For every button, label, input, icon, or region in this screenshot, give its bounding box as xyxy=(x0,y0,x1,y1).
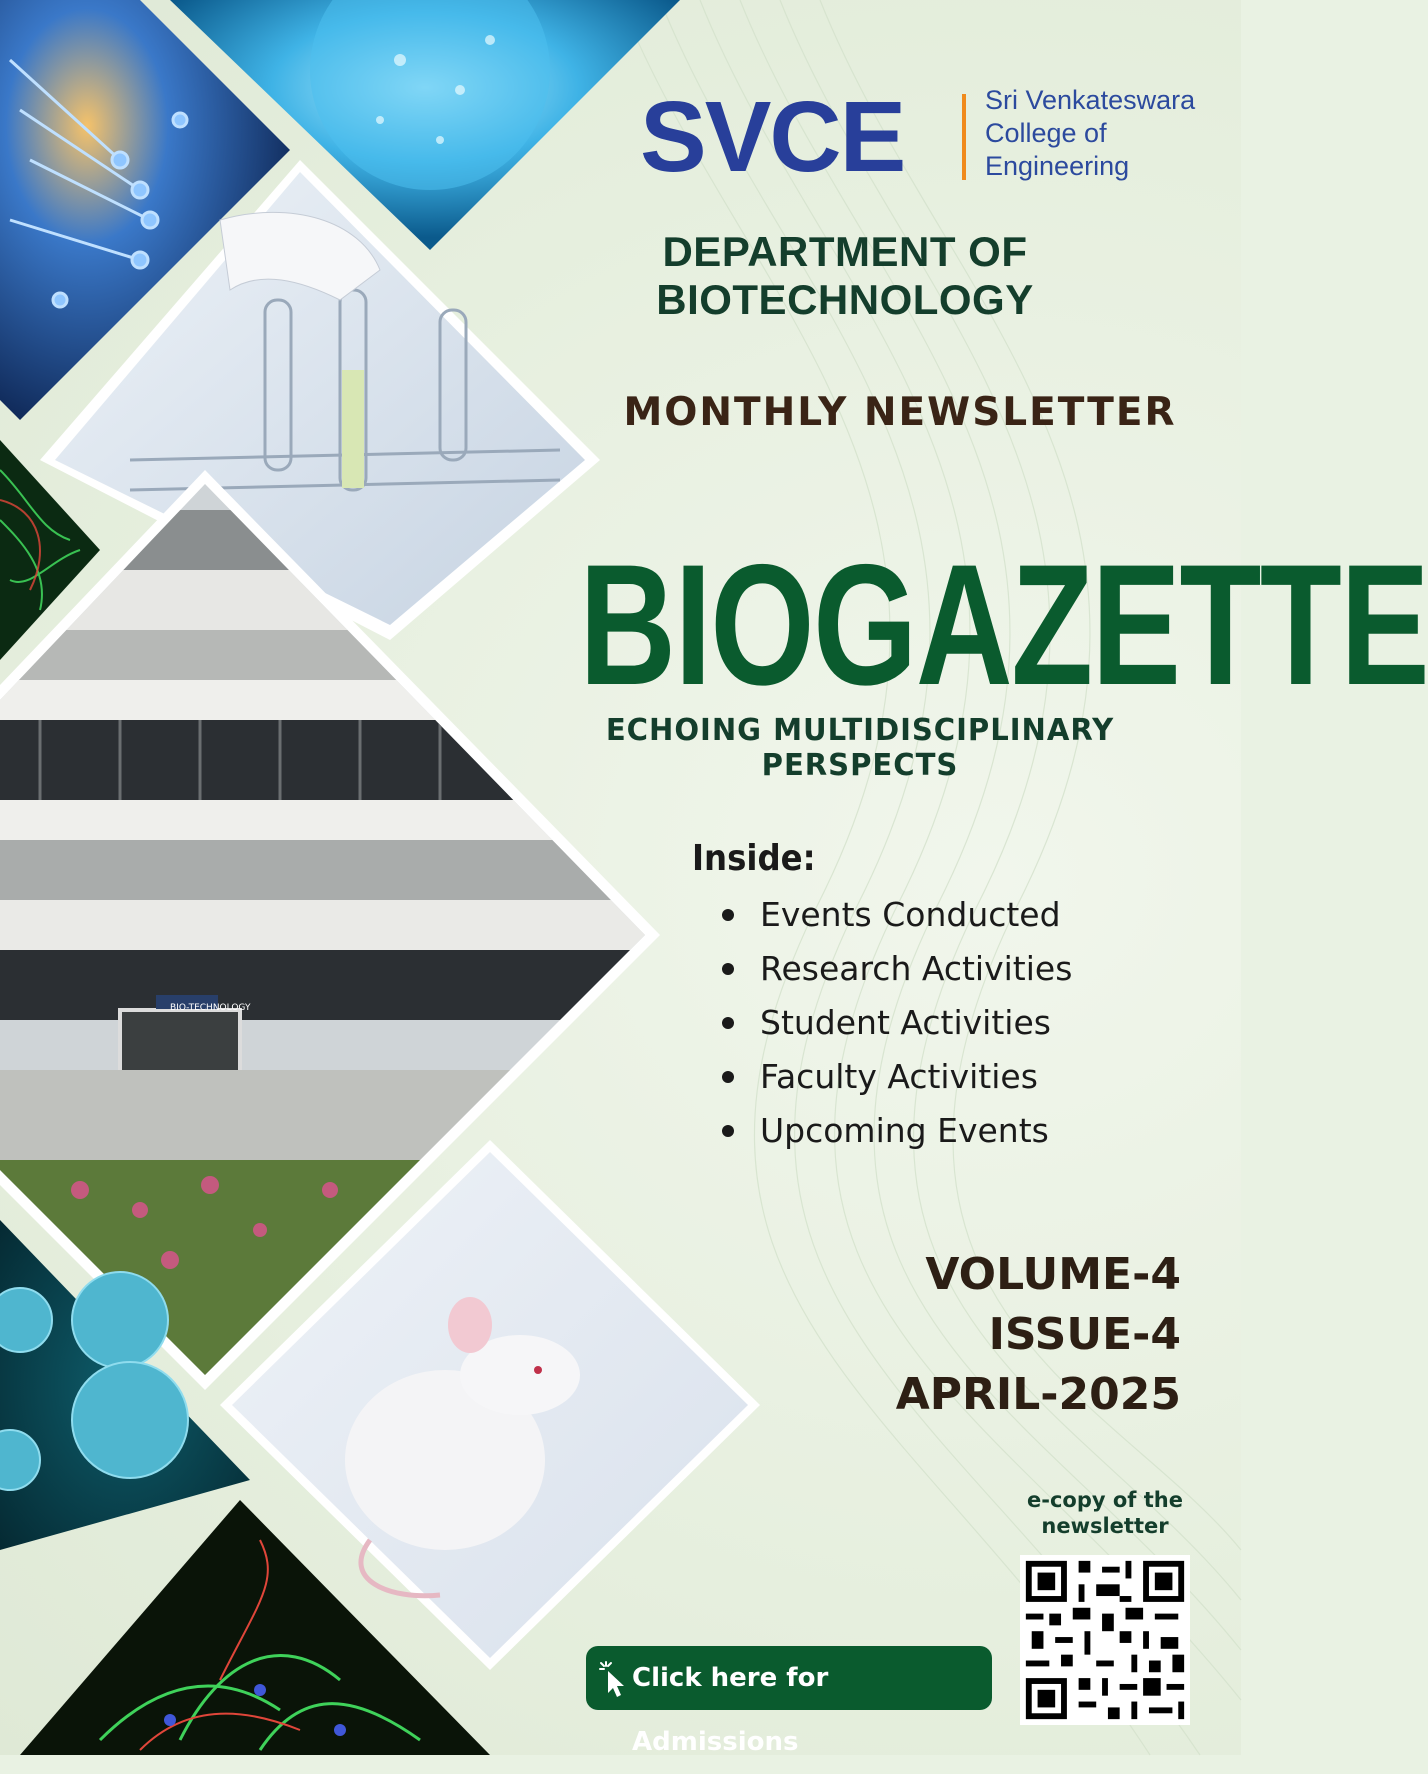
bullet-icon xyxy=(722,1017,734,1029)
lab-mouse-image xyxy=(220,1140,760,1670)
issue-info xyxy=(896,1245,1181,1425)
list-item xyxy=(718,1109,1072,1163)
newsletter-title: BIOGAZETTE xyxy=(579,529,1428,721)
bullet-icon xyxy=(722,963,734,975)
list-item xyxy=(718,947,1072,1001)
building-sign: BIO-TECHNOLOGY xyxy=(170,1003,251,1013)
list-item xyxy=(718,1001,1072,1055)
department-title: DEPARTMENT OF BIOTECHNOLOGY xyxy=(656,228,1034,323)
college-name-line-1: Sri Venkateswara xyxy=(985,85,1196,115)
contents-item-label: Research Activities xyxy=(760,949,1073,988)
contents-item-label: Upcoming Events xyxy=(760,1111,1049,1150)
issue-label: ISSUE-4 xyxy=(988,1309,1181,1360)
ecopy-label: e-copy of the newsletter xyxy=(1027,1488,1183,1538)
contents-item-label: Student Activities xyxy=(760,1003,1051,1042)
inside-heading: Inside: xyxy=(692,838,816,879)
volume-label: VOLUME-4 xyxy=(925,1249,1181,1300)
date-label: APRIL-2025 xyxy=(895,1369,1181,1420)
college-name-line-3: Engineering xyxy=(985,151,1130,181)
contents-item-label: Faculty Activities xyxy=(760,1057,1038,1096)
list-item xyxy=(718,893,1072,947)
bullet-icon xyxy=(722,909,734,921)
newsletter-type: MONTHLY NEWSLETTER xyxy=(623,390,1177,435)
cursor-click-icon xyxy=(600,1660,628,1698)
logo-mark xyxy=(640,82,904,192)
college-logo xyxy=(640,82,1210,192)
qr-code-icon[interactable] xyxy=(1020,1555,1190,1725)
logo-letters: SVCE xyxy=(640,81,905,193)
newsletter-tagline: ECHOING MULTIDISCIPLINARY PERSPECTS xyxy=(605,713,1115,783)
contents-item-label: Events Conducted xyxy=(760,895,1061,934)
contents-list xyxy=(718,893,1072,1163)
admissions-button-label: Click here for Admissions xyxy=(632,1663,829,1757)
list-item xyxy=(718,1055,1072,1109)
bullet-icon xyxy=(722,1071,734,1083)
college-name xyxy=(985,84,1195,183)
college-name-line-2: College of xyxy=(985,118,1107,148)
admissions-button[interactable] xyxy=(586,1646,992,1757)
logo-divider xyxy=(962,94,966,180)
bullet-icon xyxy=(722,1125,734,1137)
